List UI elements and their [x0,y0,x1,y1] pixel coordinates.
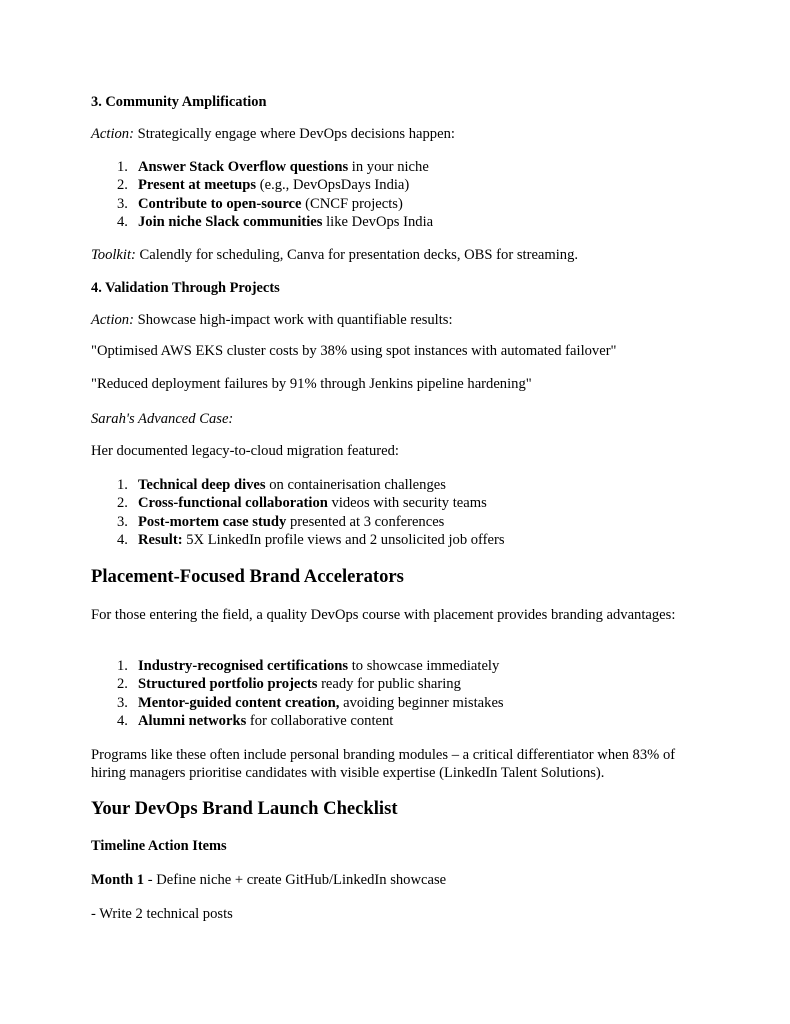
list-item-bold: Alumni networks [138,712,247,729]
list-number: 3. [117,513,128,530]
list-item-bold: Result: [138,531,183,548]
list-item [91,531,505,549]
list-item [91,712,504,730]
month1-text: - Define niche + create GitHub/LinkedIn showcase [144,872,447,888]
list-item-bold: Contribute to open-source [138,195,302,212]
list-item-bold: Structured portfolio projects [138,676,318,693]
list-item [91,158,433,176]
month1-paragraph [91,871,446,889]
case-title-text: Sarah's Advanced Case: [91,411,234,427]
list-item [91,694,504,712]
list-number: 2. [117,177,128,194]
list-number: 1. [117,477,128,493]
list-number: 1. [117,159,128,175]
heading-brand-accelerators: Placement-Focused Brand Accelerators [91,566,404,587]
list-number: 2. [117,495,128,512]
list-item [91,494,505,512]
action-paragraph [91,125,455,143]
toolkit-label: Toolkit: [91,247,136,263]
list-number: 4. [117,712,128,729]
action-text: Showcase high-impact work with quantifiable results: [133,312,453,328]
list-number: 1. [117,658,128,674]
action-label: Action: [91,312,134,328]
subheading-timeline: Timeline Action Items [91,838,227,854]
list-number: 4. [117,531,128,548]
list-item [91,213,433,231]
toolkit-text: Calendly for scheduling, Canva for presentation decks, OBS for streaming. [135,247,579,263]
community-list [91,158,433,231]
month1-label: Month 1 [91,872,145,888]
list-item-bold: Post-mortem case study [138,513,287,530]
accelerators-list [91,657,504,730]
case-title [91,410,233,428]
list-item-text: for collaborative content [246,712,394,729]
list-number: 2. [117,676,128,693]
list-item-text: on containerisation challenges [265,477,446,493]
list-item [91,176,433,194]
accelerators-outro: Programs like these often include personal branding modules – a critical differentiator when 83% of hiring managers prioritise candidates with visible expertise (LinkedIn Talent Solutions). [91,747,676,781]
quote-jenkins: "Reduced deployment failures by 91% through Jenkins pipeline hardening" [91,376,532,392]
case-list [91,476,505,549]
list-item-bold: Cross-functional collaboration [138,495,328,512]
list-item-bold: Answer Stack Overflow questions [138,159,349,175]
list-item-text: presented at 3 conferences [286,513,445,530]
list-item [91,195,433,213]
case-intro: Her documented legacy-to-cloud migration featured: [91,443,399,459]
checklist-item: - Write 2 technical posts [91,906,233,922]
list-item-bold: Industry-recognised certifications [138,658,349,674]
section-heading-community-amplification: 3. Community Amplification [91,94,267,110]
list-item [91,476,505,494]
list-number: 4. [117,213,128,230]
list-item [91,513,505,531]
list-item [91,675,504,693]
list-item-bold: Join niche Slack communities [138,213,323,230]
toolkit-paragraph [91,246,578,264]
list-number: 3. [117,195,128,212]
list-item-text: videos with security teams [327,495,487,512]
list-item-text: in your niche [348,159,429,175]
list-item [91,657,504,675]
list-item-text: ready for public sharing [317,676,461,693]
list-item-text: to showcase immediately [348,658,500,674]
list-item-text: like DevOps India [322,213,434,230]
list-item-text: avoiding beginner mistakes [339,694,504,711]
list-item-text: (e.g., DevOpsDays India) [256,177,410,194]
heading-launch-checklist: Your DevOps Brand Launch Checklist [91,798,398,819]
section-heading-validation: 4. Validation Through Projects [91,280,280,296]
list-item-bold: Mentor-guided content creation, [138,694,340,711]
list-item-text: 5X LinkedIn profile views and 2 unsolicited job offers [182,531,505,548]
action-text: Strategically engage where DevOps decisions happen: [133,126,455,142]
accelerators-intro: For those entering the field, a quality DevOps course with placement provides branding advantages: [91,607,676,623]
list-item-bold: Technical deep dives [138,477,266,493]
action-paragraph [91,311,453,329]
list-item-bold: Present at meetups [138,177,257,194]
quote-eks: "Optimised AWS EKS cluster costs by 38% using spot instances with automated failover" [91,343,617,359]
action-label: Action: [91,126,134,142]
list-number: 3. [117,694,128,711]
list-item-text: (CNCF projects) [301,195,403,212]
